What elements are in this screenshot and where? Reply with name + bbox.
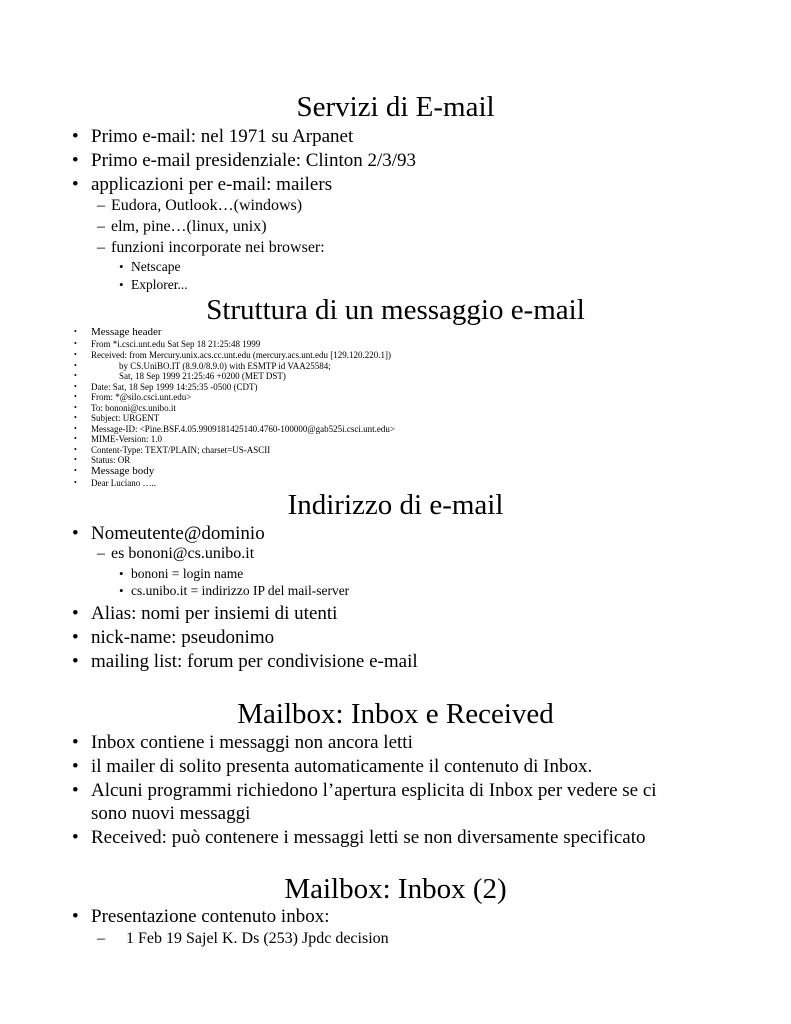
bullet: • <box>72 627 79 648</box>
bullet: • <box>74 382 77 391</box>
inbox-row: 1 Feb 19 Sajel K. Ds (253) Jpdc decision <box>126 930 389 947</box>
sub-item: funzioni incorporate nei browser: <box>111 239 325 256</box>
bullet: • <box>74 424 77 433</box>
dash: – <box>97 197 105 214</box>
header-line: Content-Type: TEXT/PLAIN; charset=US-ASCII <box>91 445 271 455</box>
bullet: • <box>119 277 124 292</box>
header-line: From: *@silo.csci.unt.edu> <box>91 392 192 402</box>
header-line: Sat, 18 Sep 1999 21:25:46 +0200 (MET DST) <box>119 371 286 381</box>
bullet: • <box>74 478 77 487</box>
header-line: Message header <box>91 326 162 338</box>
bullet: • <box>74 455 77 464</box>
bullet: • <box>72 651 79 672</box>
bullet: • <box>72 603 79 624</box>
list-item: Primo e-mail: nel 1971 su Arpanet <box>91 126 354 147</box>
bullet: • <box>72 523 79 544</box>
list-item: Nomeutente@dominio <box>91 523 265 544</box>
bullet: • <box>72 756 79 777</box>
list-item: Alias: nomi per insiemi di utenti <box>91 603 338 624</box>
list-item: Presentazione contenuto inbox: <box>91 906 330 927</box>
bullet: • <box>74 371 77 380</box>
bullet: • <box>74 445 77 454</box>
bullet: • <box>74 361 77 370</box>
bullet: • <box>72 827 79 848</box>
list-item: Received: può contenere i messaggi letti se non diversamente specificato <box>91 827 646 848</box>
dash: – <box>97 239 105 256</box>
list-item: applicazioni per e-mail: mailers <box>91 174 333 195</box>
bullet: • <box>74 434 77 443</box>
header-line: Message-ID: <Pine.BSF.4.05.9909181425140.4760-100000@gab525i.csci.unt.edu> <box>91 424 395 434</box>
list-item-continued: sono nuovi messaggi <box>91 803 251 824</box>
bullet: • <box>74 413 77 422</box>
bullet: • <box>72 126 79 147</box>
bullet: • <box>74 392 77 401</box>
sub-sub-item: bononi = login name <box>131 566 244 581</box>
bullet: • <box>72 906 79 927</box>
dash: – <box>97 930 105 947</box>
header-line: Received: from Mercury.unix.acs.cc.unt.edu (mercury.acs.unt.edu [129.120.220.1]) <box>91 350 391 360</box>
heading-servizi-email: Servizi di E-mail <box>296 91 495 123</box>
heading-indirizzo-email: Indirizzo di e-mail <box>287 489 504 521</box>
heading-struttura-messaggio: Struttura di un messaggio e-mail <box>206 294 585 326</box>
bullet: • <box>119 259 124 274</box>
header-line: Subject: URGENT <box>91 413 160 423</box>
header-line: Status: OR <box>91 455 131 465</box>
bullet: • <box>72 174 79 195</box>
dash: – <box>97 545 105 562</box>
list-item: Alcuni programmi richiedono l’apertura esplicita di Inbox per vedere se ci <box>91 780 657 801</box>
header-line: by CS.UniBO.IT (8.9.0/8.9.0) with ESMTP id VAA25584; <box>119 361 331 371</box>
bullet: • <box>72 150 79 171</box>
header-line: Date: Sat, 18 Sep 1999 14:25:35 -0500 (CDT) <box>91 382 258 392</box>
header-line: From *i.csci.unt.edu Sat Sep 18 21:25:48 1999 <box>91 339 261 349</box>
bullet: • <box>74 403 77 412</box>
body-label: Message body <box>91 465 155 477</box>
bullet: • <box>119 583 124 598</box>
list-item: il mailer di solito presenta automaticamente il contenuto di Inbox. <box>91 756 593 777</box>
list-item: Primo e-mail presidenziale: Clinton 2/3/93 <box>91 150 417 171</box>
dash: – <box>97 218 105 235</box>
heading-mailbox-inbox-received: Mailbox: Inbox e Received <box>237 698 554 730</box>
sub-item: elm, pine…(linux, unix) <box>111 218 267 235</box>
bullet: • <box>72 780 79 801</box>
bullet: • <box>72 732 79 753</box>
header-line: MIME-Version: 1.0 <box>91 434 162 444</box>
bullet: • <box>74 466 77 475</box>
sub-sub-item: cs.unibo.it = indirizzo IP del mail-server <box>131 583 350 598</box>
body-line: Dear Luciano ….. <box>91 478 156 488</box>
header-line: To: bononi@cs.unibo.it <box>91 403 176 413</box>
bullet: • <box>119 566 124 581</box>
list-item: nick-name: pseudonimo <box>91 627 275 648</box>
list-item: mailing list: forum per condivisione e-mail <box>91 651 418 672</box>
sub-item: es bononi@cs.unibo.it <box>111 545 255 562</box>
sub-sub-item: Netscape <box>131 259 181 274</box>
sub-sub-item: Explorer... <box>131 277 188 292</box>
bullet: • <box>74 327 77 336</box>
bullet: • <box>74 350 77 359</box>
bullet: • <box>74 339 77 348</box>
list-item: Inbox contiene i messaggi non ancora letti <box>91 732 413 753</box>
heading-mailbox-inbox-2: Mailbox: Inbox (2) <box>284 873 507 905</box>
sub-item: Eudora, Outlook…(windows) <box>111 197 303 214</box>
